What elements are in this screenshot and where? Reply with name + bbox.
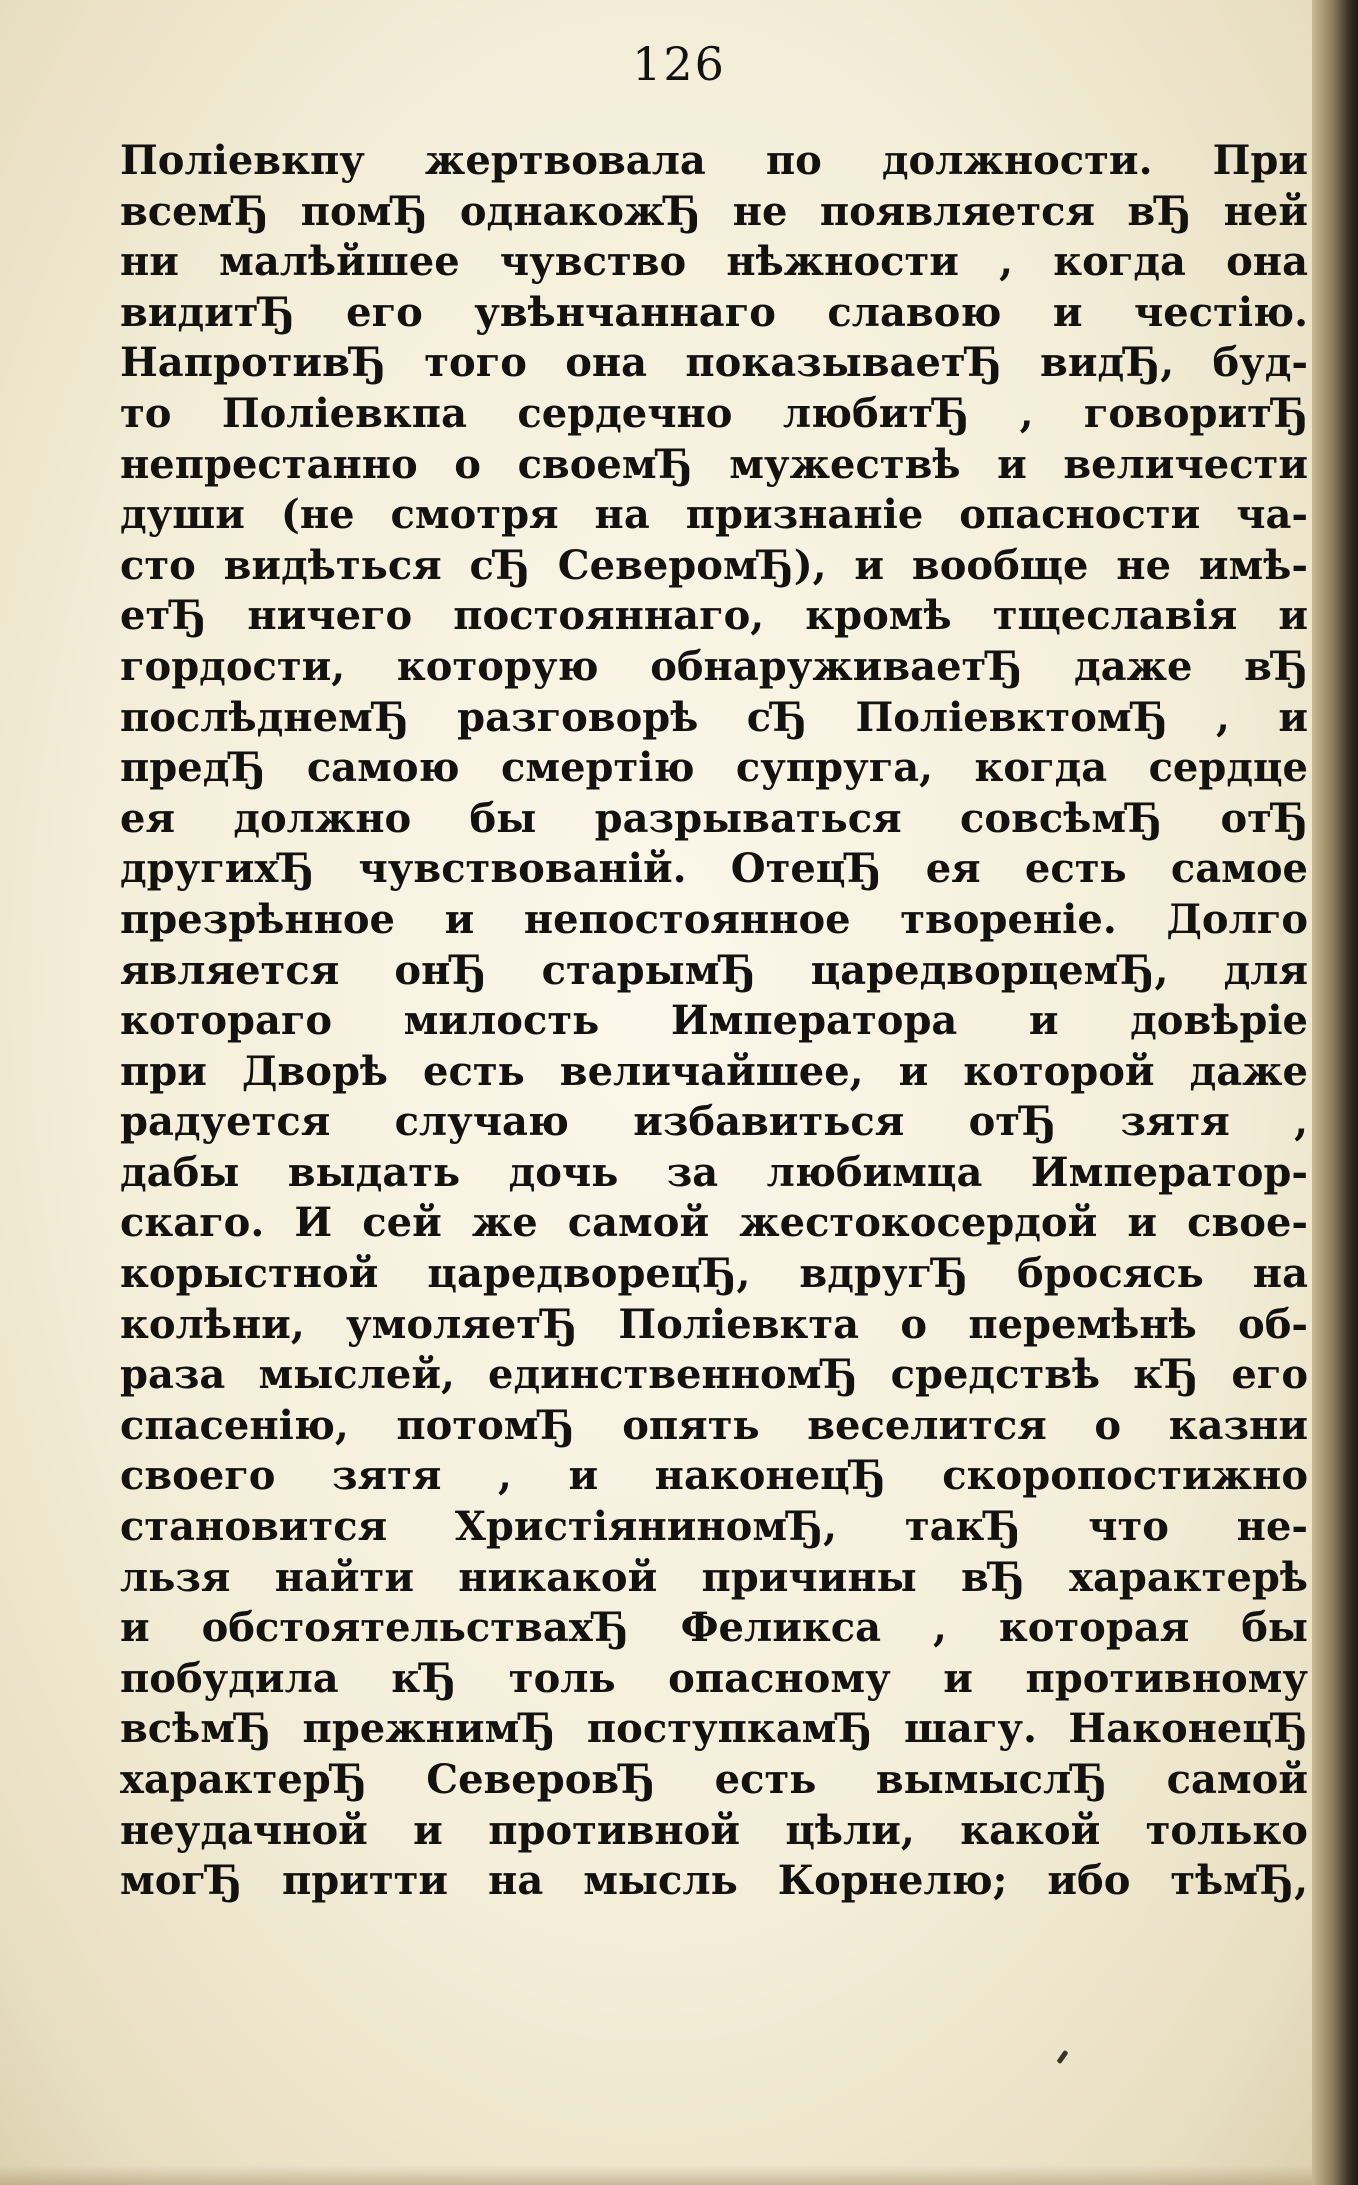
text-line: при Дворѣ есть величайшее, и которой даже [120,1047,1308,1095]
text-line: является онЂ старымЂ царедворцемЂ, для [120,946,1308,994]
text-line: другихЂ чувствованій. ОтецЂ ея есть самое [120,845,1308,893]
text-line: послѣднемЂ разговорѣ сЂ ПоліевктомЂ , и [120,693,1308,741]
text-line: всѣмЂ прежнимЂ поступкамЂ шагу. НаконецЂ [120,1705,1308,1753]
text-line: радуется случаю избавиться отЂ зятя , [120,1098,1308,1146]
text-line: становится ХристіяниномЂ, такЂ что не- [120,1503,1308,1551]
text-line: спасенію, потомЂ опять веселится о казни [120,1401,1308,1449]
page-number: 126 [632,37,726,91]
stray-ink-mark [1056,2050,1068,2064]
text-line: етЂ ничего постояннаго, кромѣ тщеславія и [120,592,1308,640]
text-line: непрестанно о своемЂ мужествѣ и величести [120,440,1308,488]
text-line: льзя найти никакой причины вЂ характерѣ [120,1553,1308,1601]
text-line: скаго. И сей же самой жестокосердой и свое- [120,1199,1308,1247]
text-line: души (не смотря на признаніе опасности ча- [120,491,1308,539]
text-line: и обстоятельствахЂ Феликса , которая бы [120,1604,1308,1652]
text-line: корыстной царедворецЂ, вдругЂ бросясь на [120,1250,1308,1298]
text-line: колѣни, умоляетЂ Поліевкта о перемѣнѣ об- [120,1300,1308,1348]
text-line: то Поліевкпа сердечно любитЂ , говоритЂ [120,389,1308,437]
text-line: раза мыслей, единственномЂ средствѣ кЂ его [120,1351,1308,1399]
text-line: презрѣнное и непостоянное твореніе. Долго [120,895,1308,943]
text-line: гордости, которую обнаруживаетЂ даже вЂ [120,642,1308,690]
text-line: неудачной и противной цѣли, какой только [120,1806,1308,1854]
page-bottom-edge [0,2165,1358,2185]
text-line: ея должно бы разрываться совсѣмЂ отЂ [120,794,1308,842]
text-line: видитЂ его увѣнчаннаго славою и честію. [120,288,1308,336]
text-line: Поліевкпу жертвовала по должности. При [120,137,1308,184]
text-line: побудила кЂ толь опасному и противному [120,1654,1308,1702]
text-line: могЂ притти на мысль Корнелю; ибо тѣмЂ, [120,1857,1308,1905]
text-line: всемЂ помЂ однакожЂ не появляется вЂ ней [120,187,1308,235]
text-line: ни малѣйшее чувство нѣжности , когда она [120,238,1308,286]
text-line: предЂ самою смертію супруга, когда сердце [120,744,1308,792]
text-line: дабы выдать дочь за любимца Император- [120,1148,1308,1196]
text-line: котораго милость Императора и довѣріе [120,997,1308,1045]
body-text [120,136,1308,1907]
text-line: сто видѣться сЂ СеверомЂ), и вообще не имѣ- [120,541,1308,589]
text-line: характерЂ СеверовЂ есть вымыслЂ самой [120,1756,1308,1803]
text-line: своего зятя , и наконецЂ скоропостижно [120,1452,1308,1500]
page-gutter-edge [1312,0,1358,2185]
text-line: НапротивЂ того она показываетЂ видЂ, буд- [120,339,1308,387]
